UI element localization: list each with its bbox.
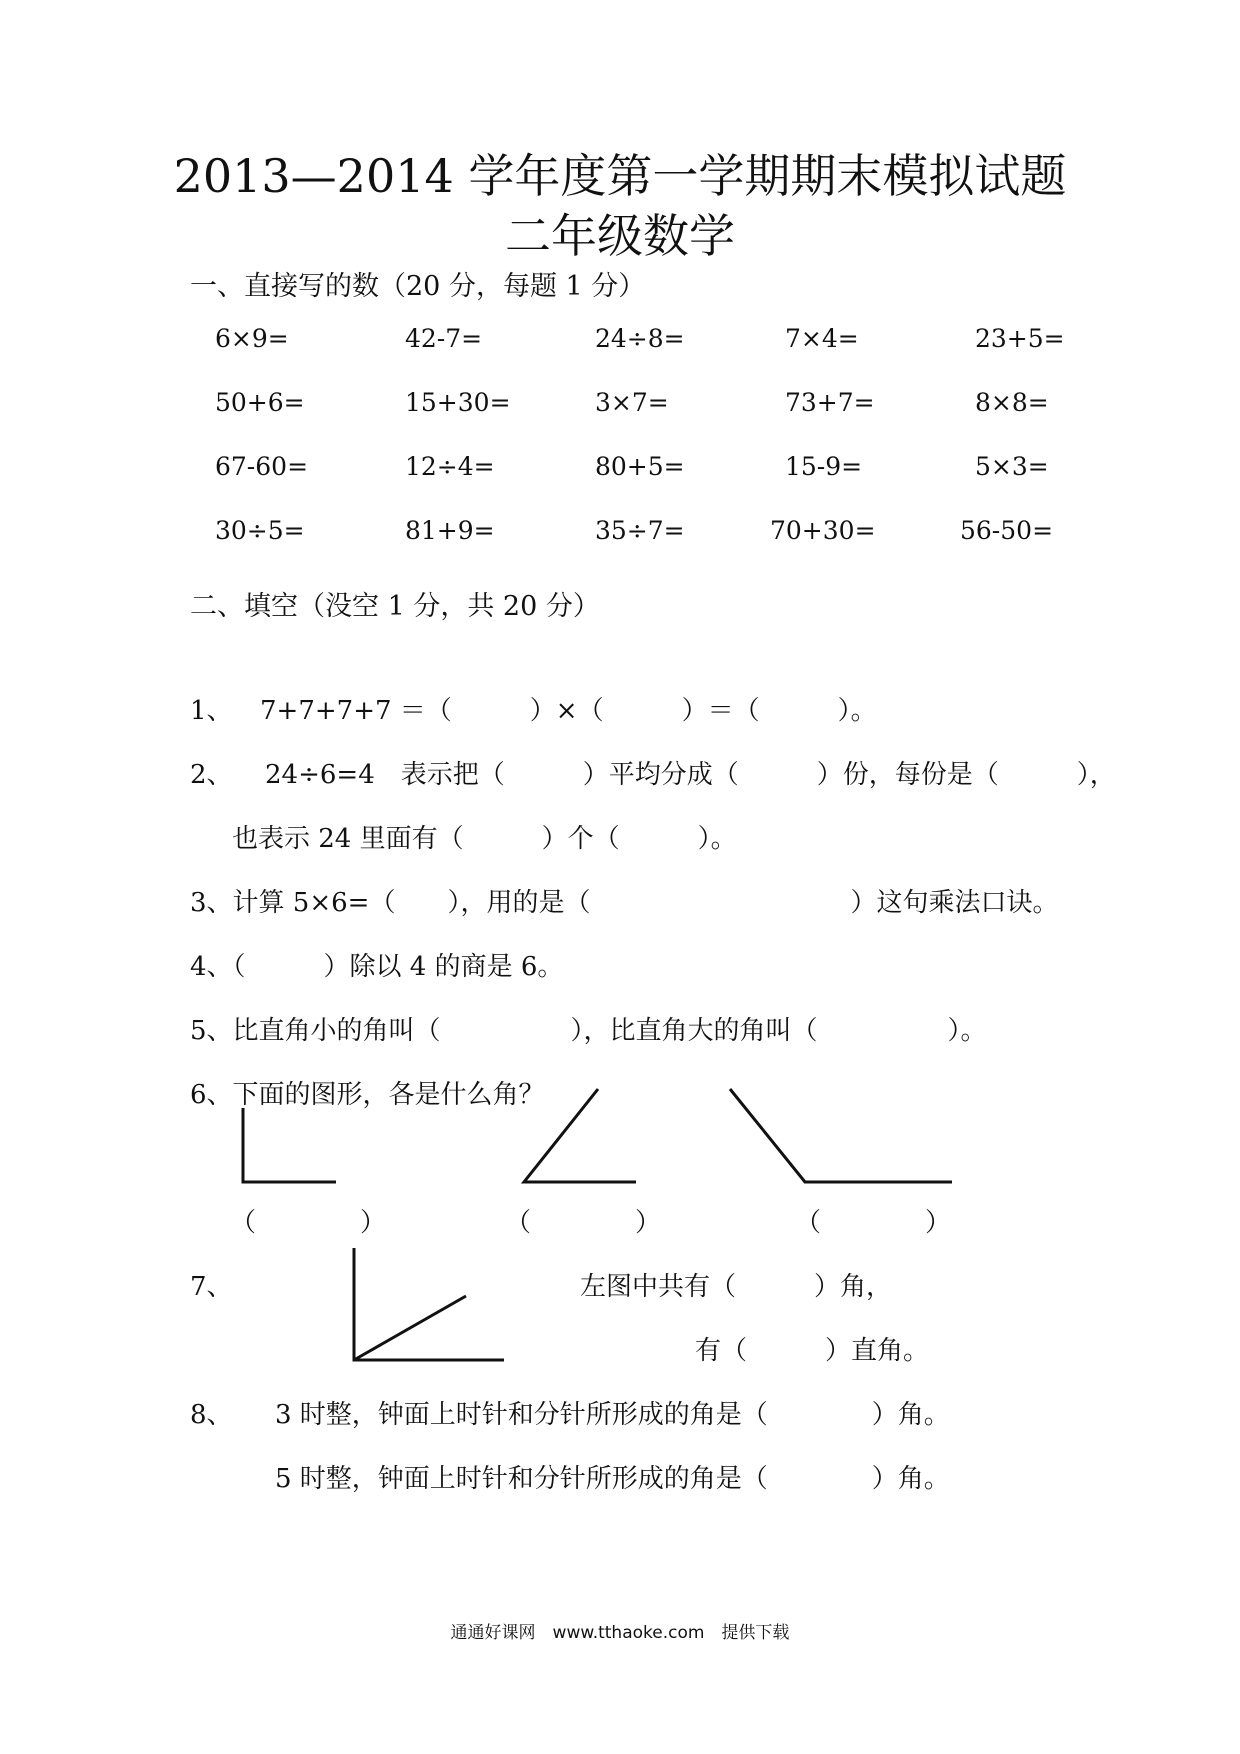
right-angle-figure — [243, 1108, 336, 1182]
q2-line1: 24÷6=4 表示把（ ）平均分成（ ）份，每份是（ ）， — [265, 760, 1116, 790]
acute-angle-figure — [524, 1089, 636, 1182]
q7-angle-figure — [354, 1248, 504, 1360]
q6-blank-1: （ ） — [230, 1208, 387, 1238]
q1-number: 1、 — [190, 696, 233, 726]
problem-r2-c5: 8×8= — [975, 388, 1049, 417]
q7-number: 7、 — [190, 1272, 233, 1302]
q6-blank-2: （ ） — [505, 1208, 662, 1238]
q1-text: 7+7+7+7 ＝（ ）×（ ）＝（ ）。 — [260, 696, 877, 726]
problem-r4-c1: 30÷5= — [215, 516, 305, 545]
problem-r1-c4: 7×4= — [785, 324, 859, 353]
q8-line1: 3 时整，钟面上时针和分针所形成的角是（ ）角。 — [275, 1400, 950, 1430]
problem-r3-c1: 67-60= — [215, 452, 309, 481]
q6-text: 6、下面的图形，各是什么角？ — [190, 1080, 545, 1110]
exam-subtitle: 二年级数学 — [505, 209, 735, 263]
q7-line2: 有（ ）直角。 — [695, 1336, 930, 1366]
problem-r4-c2: 81+9= — [405, 516, 495, 545]
problem-r1-c3: 24÷8= — [595, 324, 685, 353]
q2-line2: 也表示 24 里面有（ ）个（ ）。 — [232, 824, 737, 854]
q8-line2: 5 时整，钟面上时针和分针所形成的角是（ ）角。 — [275, 1464, 950, 1494]
section2-heading: 二、填空（没空 1 分，共 20 分） — [190, 591, 600, 622]
q7-line1: 左图中共有（ ）角， — [580, 1272, 893, 1302]
problem-r4-c4: 70+30= — [770, 516, 876, 545]
problem-r2-c4: 73+7= — [785, 388, 875, 417]
problem-r2-c1: 50+6= — [215, 388, 305, 417]
problem-r2-c3: 3×7= — [595, 388, 669, 417]
exam-title: 2013—2014 学年度第一学期期末模拟试题 — [173, 149, 1067, 203]
section1-heading: 一、直接写的数（20 分，每题 1 分） — [190, 271, 646, 302]
q4-text: 4、（ ）除以 4 的商是 6。 — [190, 952, 564, 982]
q6-blank-3: （ ） — [795, 1208, 952, 1238]
footer-source: 通通好课网 www.tthaoke.com 提供下载 — [450, 1623, 790, 1643]
q8-number: 8、 — [190, 1400, 233, 1430]
problem-r3-c3: 80+5= — [595, 452, 685, 481]
obtuse-angle-figure — [730, 1089, 952, 1182]
problem-r3-c2: 12÷4= — [405, 452, 495, 481]
problem-r3-c5: 5×3= — [975, 452, 1049, 481]
problem-r4-c5: 56-50= — [960, 516, 1054, 545]
problem-r1-c2: 42-7= — [405, 324, 483, 353]
problem-r4-c3: 35÷7= — [595, 516, 685, 545]
problem-r1-c1: 6×9= — [215, 324, 289, 353]
problem-r2-c2: 15+30= — [405, 388, 511, 417]
q5-text: 5、比直角小的角叫（ ），比直角大的角叫（ ）。 — [190, 1016, 987, 1046]
q3-text: 3、计算 5×6=（ ），用的是（ ）这句乘法口诀。 — [190, 888, 1059, 918]
q2-number: 2、 — [190, 760, 233, 790]
problem-r1-c5: 23+5= — [975, 324, 1065, 353]
problem-r3-c4: 15-9= — [785, 452, 863, 481]
